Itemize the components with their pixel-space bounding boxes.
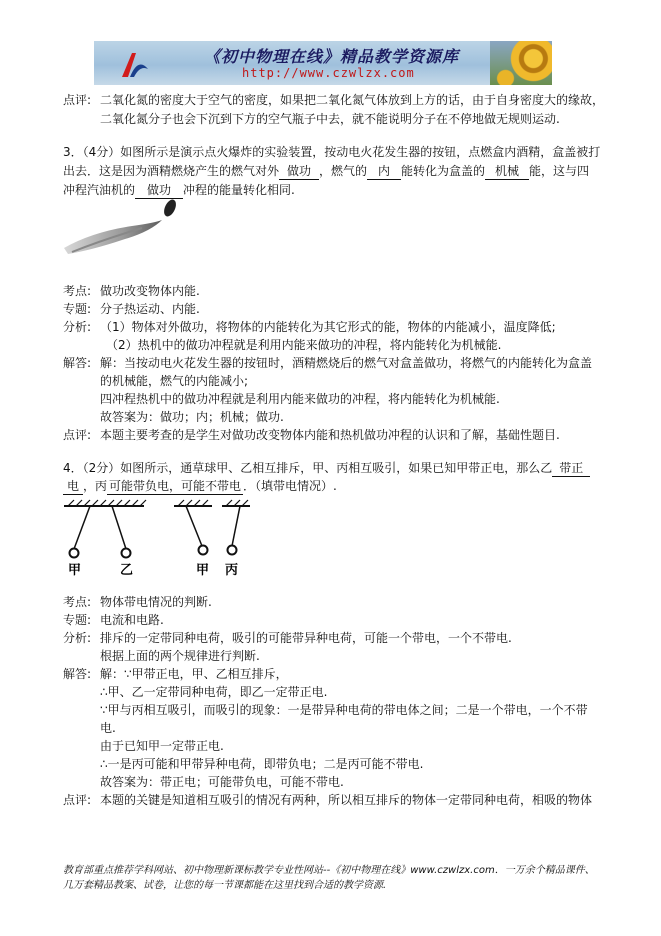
banner-url[interactable]: http://www.czwlzx.com bbox=[242, 66, 415, 80]
prev-note-label: 点评: bbox=[63, 93, 92, 107]
q3-zhuanti-label: 专题: bbox=[63, 302, 92, 316]
q4-stem-line1: 4．（2分）如图所示，通草球甲、乙相互排斥，甲、丙相互吸引，如果已知甲带正电，那么乙 带正 bbox=[63, 460, 590, 477]
q4-jieda-1: 解：∵甲带正电，甲、乙相互排斥， bbox=[100, 667, 288, 681]
q4-jieda-6: ∴一是丙可能和甲带异种电荷，即带负电；二是丙可能不带电. bbox=[100, 757, 424, 771]
q3-stem-line1: 3．（4分）如图所示是演示点火爆炸的实验装置，按动电火花发生器的按钮，点燃盒内酒精，盒盖被打 bbox=[63, 145, 601, 159]
q3-jieda-4: 故答案为：做功；内；机械；做功. bbox=[100, 410, 284, 424]
q4-fenxi-2: 根据上面的两个规律进行判断. bbox=[100, 649, 260, 663]
q3-jieda-1: 解：当按动电火花发生器的按钮时，酒精燃烧后的燃气对盒盖做功，将燃气的内能转化为盒盖 bbox=[100, 356, 593, 370]
q4-jieda-label: 解答: bbox=[63, 667, 92, 681]
q3-dianping-label: 点评: bbox=[63, 428, 92, 442]
q4-zhuanti-label: 专题: bbox=[63, 613, 92, 627]
q3-jieda-2: 的机械能，燃气的内能减小; bbox=[100, 374, 249, 388]
q3-explosion-figure bbox=[62, 196, 182, 266]
q3-jieda-3: 四冲程热机中的做功冲程就是利用内能来做功的冲程，将内能转化为机械能. bbox=[100, 392, 500, 406]
q3-stem-line2: 出去．这是因为酒精燃烧产生的燃气对外 做功 ，燃气的 内 能转化为盒盖的 机械 能，这与四 bbox=[63, 164, 590, 178]
prev-note-line1: 二氧化氮的密度大于空气的密度，如果把二氧化氮气体放到上方的话，由于自身密度大的缘故， bbox=[100, 93, 605, 107]
page-footer bbox=[63, 863, 623, 893]
ball-label-yi: 乙 bbox=[120, 563, 134, 578]
q3-fenxi-2: （2）热机中的做功冲程就是利用内能来做功的冲程，将内能转化为机械能. bbox=[106, 338, 502, 352]
q3-kaodian-label: 考点: bbox=[63, 284, 92, 298]
q3-zhuanti: 分子热运动、内能. bbox=[100, 302, 200, 316]
q4-jieda-7: 故答案为：带正电；可能带负电，可能不带电. bbox=[100, 775, 344, 789]
q4-answer-blank-1b: 电 bbox=[63, 478, 83, 495]
footer-line-2: 几万套精品教案、试卷，让您的每一节课都能在这里找到合适的教学资源. bbox=[63, 880, 387, 891]
q4-fenxi-label: 分析: bbox=[63, 631, 92, 645]
sunflower-image bbox=[490, 41, 552, 85]
q3-kaodian: 做功改变物体内能. bbox=[100, 284, 200, 298]
q3-answer-blank-4: 做功 bbox=[135, 182, 183, 199]
q3-answer-blank-1: 做功 bbox=[279, 163, 319, 180]
q3-jieda-label: 解答: bbox=[63, 356, 92, 370]
q4-dianping-label: 点评: bbox=[63, 793, 92, 807]
q3-dianping: 本题主要考查的是学生对做功改变物体内能和热机做功冲程的认识和了解，基础性题目. bbox=[100, 428, 560, 442]
q3-fenxi-1: （1）物体对外做功，将物体的内能转化为其它形式的能，物体的内能减小，温度降低; bbox=[100, 320, 556, 334]
q4-zhuanti: 电流和电路. bbox=[100, 613, 164, 627]
q4-answer-blank-2: 可能带负电，可能不带电 bbox=[109, 479, 242, 493]
site-logo-icon bbox=[118, 47, 152, 81]
q3-stem-line3: 冲程汽油机的 做功 冲程的能量转化相同. bbox=[63, 183, 295, 197]
q4-jieda-2: ∴甲、乙一定带同种电荷，即乙一定带正电. bbox=[100, 685, 328, 699]
q3-fenxi-label: 分析: bbox=[63, 320, 92, 334]
q4-jieda-4: 电. bbox=[100, 721, 116, 735]
q3-answer-blank-3: 机械 bbox=[485, 163, 529, 180]
banner-title: 《初中物理在线》精品教学资源库 bbox=[204, 47, 460, 66]
q4-jieda-3: ∵甲与丙相互吸引，而吸引的现象：一是带异种电荷的带电体之间；二是一个带电，一个不带 bbox=[100, 703, 588, 717]
q4-kaodian-label: 考点: bbox=[63, 595, 92, 609]
q4-stem-line2: 电 ，丙 可能带负电，可能不带电 ．（填带电情况）. bbox=[63, 478, 337, 495]
ball-label-jia-2: 甲 bbox=[196, 563, 210, 578]
q4-dianping: 本题的关键是知道相互吸引的情况有两种，所以相互排斥的物体一定带同种电荷，相吸的物体 bbox=[100, 793, 593, 807]
header-banner bbox=[94, 41, 552, 85]
q3-answer-blank-2: 内 bbox=[367, 163, 401, 180]
q4-jieda-5: 由于已知甲一定带正电. bbox=[100, 739, 224, 753]
prev-note-line2: 二氧化氮分子也会下沉到下方的空气瓶子中去，就不能说明分子在不停地做无规则运动. bbox=[100, 112, 560, 126]
q4-pith-ball-figure bbox=[62, 496, 252, 578]
q4-answer-blank-1a: 带正 bbox=[552, 460, 590, 477]
q4-fenxi-1: 排斥的一定带同种电荷，吸引的可能带异种电荷，可能一个带电，一个不带电. bbox=[100, 631, 512, 645]
ball-label-jia-1: 甲 bbox=[68, 563, 82, 578]
footer-line-1: 教育部重点推荐学科网站、初中物理新课标教学专业性网站--《初中物理在线》www.czwlzx.com．一万余个精品课件、 bbox=[63, 865, 595, 876]
q4-kaodian: 物体带电情况的判断. bbox=[100, 595, 212, 609]
ball-label-bing: 丙 bbox=[225, 563, 239, 578]
